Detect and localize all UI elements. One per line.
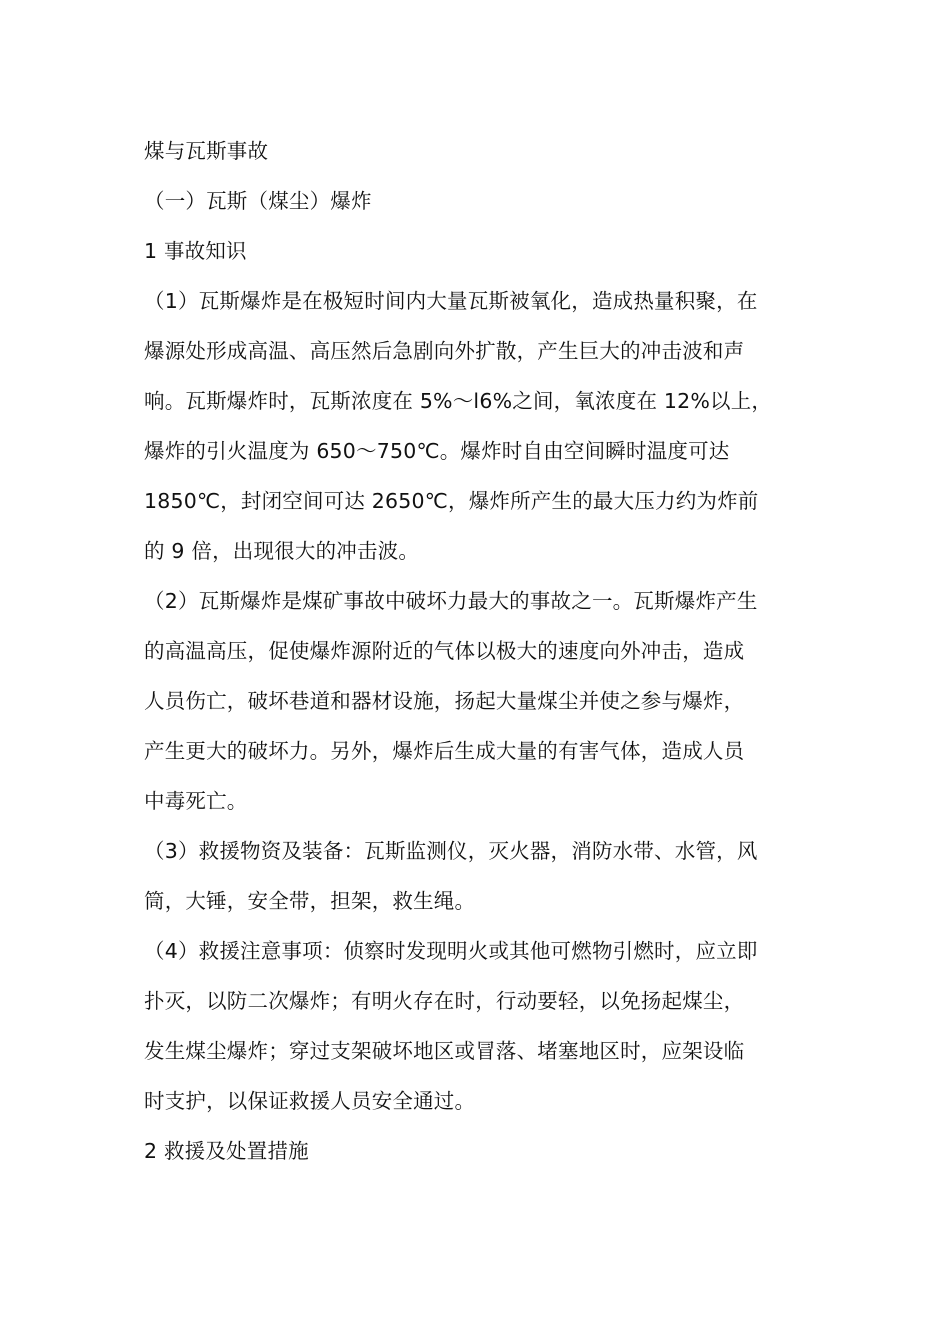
paragraph-line: 响。瓦斯爆炸时，瓦斯浓度在 5%～l6%之间，氧浓度在 12%以上， — [144, 389, 773, 413]
paragraph-line: （2）瓦斯爆炸是煤矿事故中破坏力最大的事故之一。瓦斯爆炸产生 — [144, 589, 758, 613]
document-body — [144, 126, 834, 1176]
paragraph-line: 筒，大锤，安全带，担架，救生绳。 — [144, 889, 476, 913]
paragraph-line: 的高温高压，促使爆炸源附近的气体以极大的速度向外冲击，造成 — [144, 639, 745, 663]
paragraph-line: 1850℃，封闭空间可达 2650℃，爆炸所产生的最大压力约为炸前 — [144, 489, 759, 513]
paragraph-line: 人员伤亡，破坏巷道和器材设施，扬起大量煤尘并使之参与爆炸， — [144, 689, 745, 713]
paragraph-line: 扑灭，以防二次爆炸；有明火存在时，行动要轻，以免扬起煤尘， — [144, 989, 745, 1013]
paragraph-line: 中毒死亡。 — [144, 789, 248, 813]
paragraph-line: （4）救援注意事项：侦察时发现明火或其他可燃物引燃时，应立即 — [144, 939, 758, 963]
subsection-heading: 2 救援及处置措施 — [144, 1139, 309, 1163]
paragraph-line: （1）瓦斯爆炸是在极短时间内大量瓦斯被氧化，造成热量积聚，在 — [144, 289, 758, 313]
paragraph-line: 时支护，以保证救援人员安全通过。 — [144, 1089, 476, 1113]
document-title: 煤与瓦斯事故 — [144, 139, 269, 163]
section-heading: （一）瓦斯（煤尘）爆炸 — [144, 189, 372, 213]
paragraph-line: 产生更大的破坏力。另外，爆炸后生成大量的有害气体，造成人员 — [144, 739, 745, 763]
paragraph-line: （3）救援物资及装备：瓦斯监测仪，灭火器，消防水带、水管，风 — [144, 839, 758, 863]
paragraph-line: 爆炸的引火温度为 650～750℃。爆炸时自由空间瞬时温度可达 — [144, 439, 730, 463]
paragraph-line: 爆源处形成高温、高压然后急剧向外扩散，产生巨大的冲击波和声 — [144, 339, 745, 363]
subsection-heading: 1 事故知识 — [144, 239, 247, 263]
paragraph-line: 的 9 倍，出现很大的冲击波。 — [144, 539, 420, 563]
paragraph-line: 发生煤尘爆炸；穿过支架破坏地区或冒落、堵塞地区时，应架设临 — [144, 1039, 745, 1063]
